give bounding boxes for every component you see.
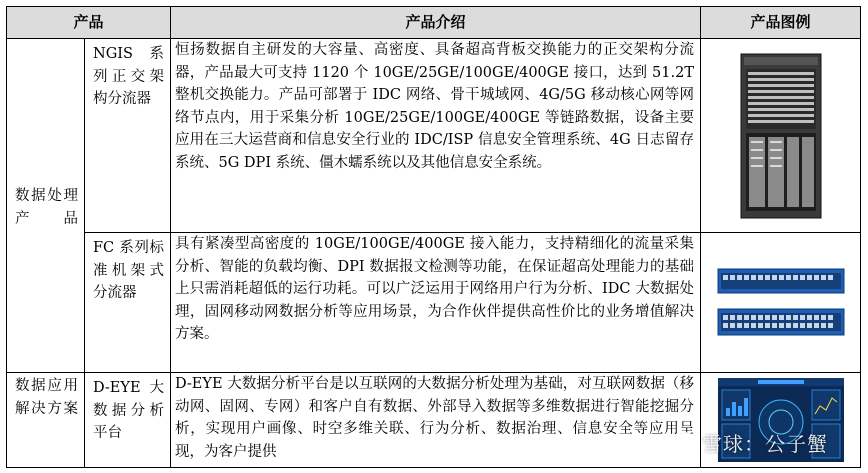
product-name-ngis: NGIS 系列正交架构分流器 — [85, 39, 171, 233]
header-image: 产品图例 — [701, 7, 861, 39]
header-product: 产品 — [7, 7, 171, 39]
product-desc-deye — [171, 373, 701, 468]
product-name-deye: D-EYE 大数据分析平台 — [85, 373, 171, 468]
table-header-row — [7, 7, 861, 39]
product-table — [6, 6, 861, 468]
table-row — [7, 39, 861, 233]
product-name-fc: FC 系列标准机架式分流器 — [85, 233, 171, 373]
watermark — [674, 428, 828, 457]
product-desc-ngis: 恒扬数据自主研发的大容量、高密度、具备超高背板交换能力的正交架构分流器，产品最大可支持 1120 个 10GE/25GE/100GE/400GE 接口，达到 51.2T 整机交换能力。产品可部署于 IDC 网络、骨干城域网、4G/5G 移动核心网等网络节点内，用于采集分析 10GE/25GE/100GE/400GE 等链路数据，设备主要应用在三大运营商和信息安全行业的 IDC/ISP 信息安全管理系统、4G 日志留存系统、5G DPI 系统、僵木蠕系统以及其他信息安全系统。 — [171, 39, 701, 233]
category-data-application: 数据应用解决方案 — [7, 373, 85, 468]
watermark-text: 雪球：公子蟹 — [702, 432, 828, 456]
product-desc-deye-text: D-EYE 大数据分析平台是以互联网的大数据分析处理为基础，对互联网数据（移动网、固网、专网）和客户自有数据、外部导入数据等多维数据进行智能挖掘分析，实现用户画像、时空多维关联、行为分析、数据治理、信息安全等应用呈现，为客户提供 — [175, 376, 695, 460]
product-image-ngis — [701, 39, 861, 233]
rack-switch-image — [717, 267, 845, 339]
product-desc-fc: 具有紧凑型高密度的 10GE/100GE/400GE 接入能力，支持精细化的流量采集分析、智能的负载均衡、DPI 数据报文检测等功能，在保证超高处理能力的基础上只需消耗超低的运行功耗。可以广泛运用于网络用户行为分析、IDC 大数据处理，固网移动网数据分析等应用场景，为合作伙伴提供高性价比的业务增值解决方案。 — [171, 233, 701, 373]
category-data-processing: 数据处理产品 — [7, 39, 85, 373]
product-image-fc — [701, 233, 861, 373]
chassis-device-image — [740, 53, 822, 219]
watermark-logo-icon — [674, 432, 696, 454]
header-intro: 产品介绍 — [171, 7, 701, 39]
table-row — [7, 233, 861, 373]
